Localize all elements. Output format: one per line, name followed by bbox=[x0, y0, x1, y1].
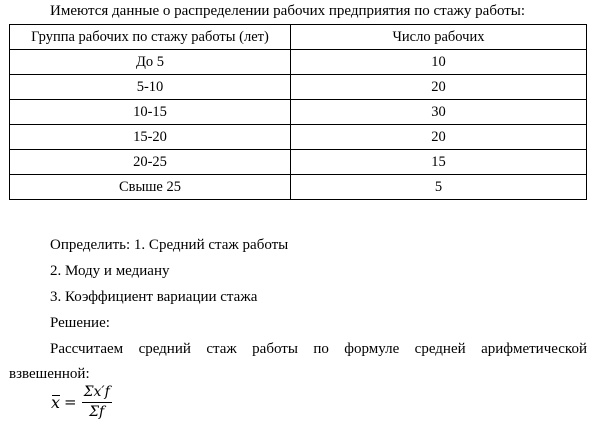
cell-group: До 5 bbox=[10, 50, 291, 75]
table-header-row bbox=[10, 25, 587, 50]
formula-fraction bbox=[82, 384, 112, 420]
cell-group: 20-25 bbox=[10, 150, 291, 175]
column-header-count: Число рабочих bbox=[291, 25, 587, 50]
cell-count: 20 bbox=[291, 125, 587, 150]
table-row bbox=[10, 50, 587, 75]
cell-group: 10-15 bbox=[10, 100, 291, 125]
table-row bbox=[10, 150, 587, 175]
cell-count: 5 bbox=[291, 175, 587, 200]
intro-text: Имеются данные о распределении рабочих предприятия по стажу работы: bbox=[50, 3, 526, 19]
formula-equals: = bbox=[64, 393, 77, 411]
formula-lhs: x bbox=[51, 392, 61, 412]
solution-word: по bbox=[313, 341, 329, 357]
solution-label: Решение: bbox=[50, 315, 110, 331]
cell-group: 5-10 bbox=[10, 75, 291, 100]
table-row bbox=[10, 175, 587, 200]
cell-count: 20 bbox=[291, 75, 587, 100]
cell-group: Свыше 25 bbox=[10, 175, 291, 200]
cell-count: 10 bbox=[291, 50, 587, 75]
table-row bbox=[10, 75, 587, 100]
cell-count: 30 bbox=[291, 100, 587, 125]
formula-denominator: Σf bbox=[89, 404, 105, 420]
data-table bbox=[9, 24, 587, 200]
weighted-mean-formula bbox=[51, 384, 112, 420]
task-line-1: Определить: 1. Средний стаж работы bbox=[50, 237, 289, 253]
solution-word: стаж bbox=[206, 341, 237, 357]
solution-text-continuation: взвешенной: bbox=[9, 366, 90, 382]
cell-count: 15 bbox=[291, 150, 587, 175]
solution-word: формуле bbox=[344, 341, 400, 357]
task-line-3: 3. Коэффициент вариации стажа bbox=[50, 289, 258, 305]
formula-numerator: Σx′f bbox=[82, 384, 112, 403]
solution-word: средний bbox=[138, 341, 191, 357]
task-line-2: 2. Моду и медиану bbox=[50, 263, 170, 279]
column-header-group: Группа рабочих по стажу работы (лет) bbox=[10, 25, 291, 50]
solution-text-line bbox=[50, 340, 587, 358]
solution-word: средней bbox=[414, 341, 466, 357]
cell-group: 15-20 bbox=[10, 125, 291, 150]
solution-word: Рассчитаем bbox=[50, 341, 124, 357]
table-row bbox=[10, 125, 587, 150]
solution-word: работы bbox=[252, 341, 298, 357]
table-row bbox=[10, 100, 587, 125]
solution-word: арифметической bbox=[481, 341, 587, 357]
